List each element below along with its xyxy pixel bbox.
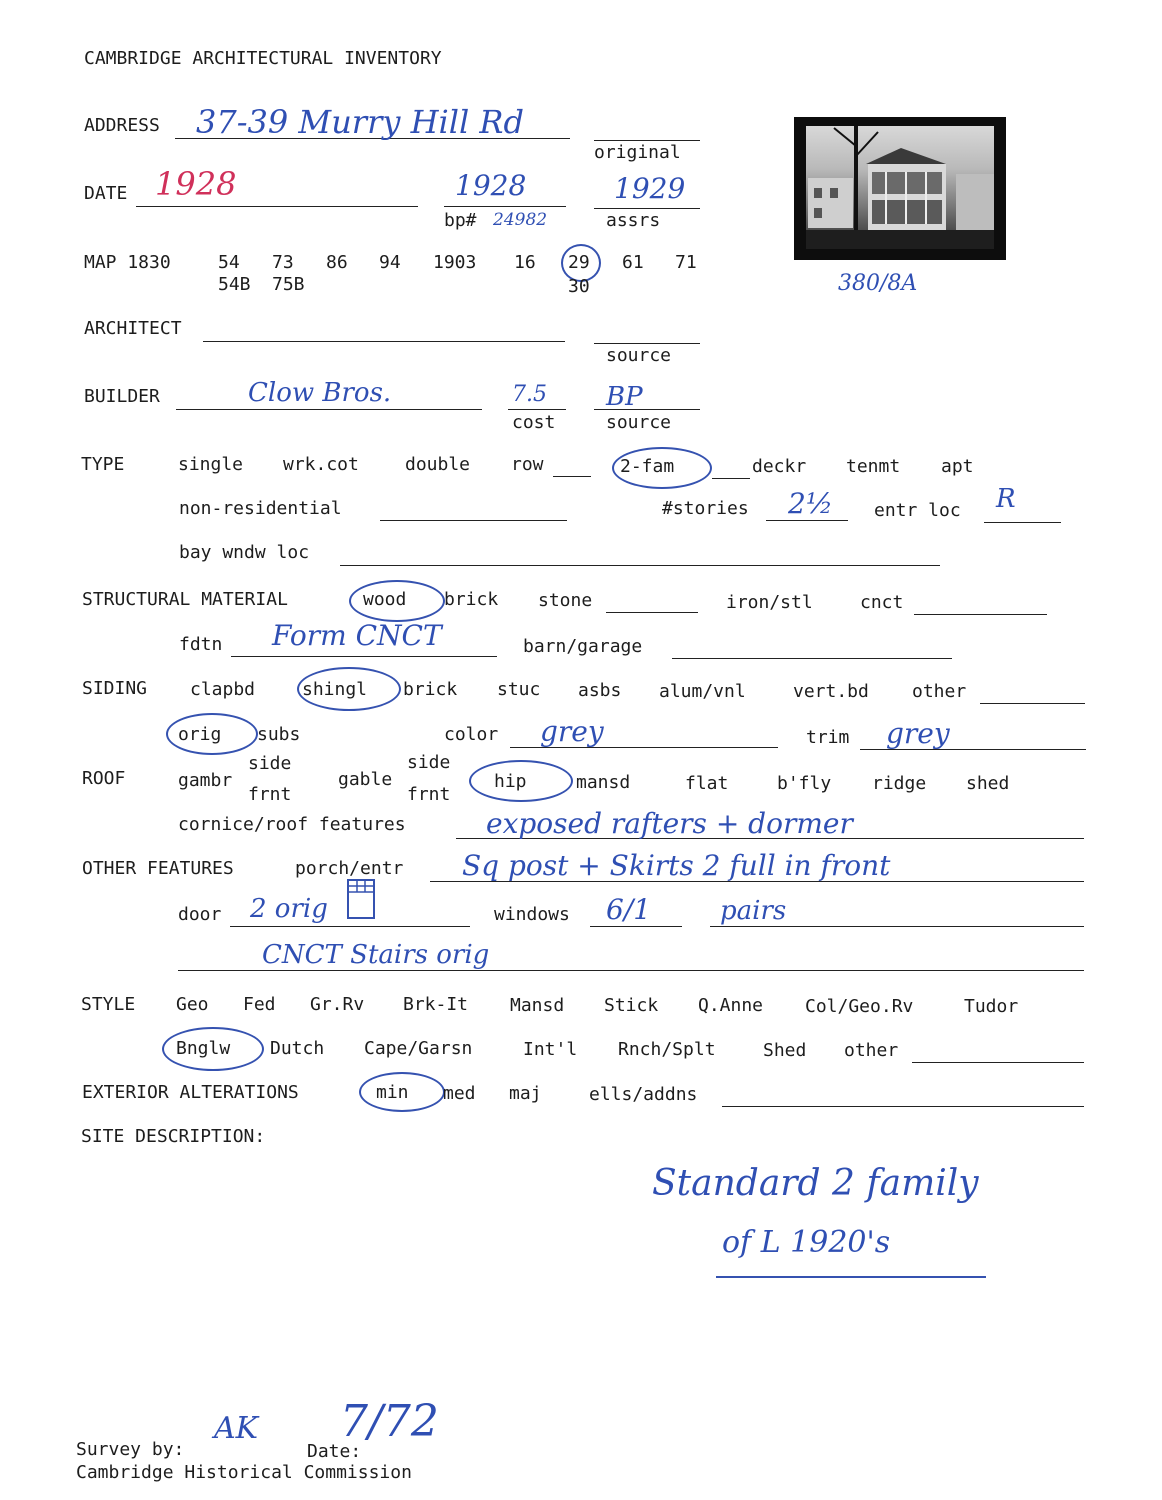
door-line (230, 926, 470, 927)
barn-garage-label: barn/garage (523, 636, 643, 657)
map-label: MAP 1830 (84, 252, 171, 273)
orig-circle (166, 713, 258, 755)
trim-label: trim (806, 727, 850, 748)
style-option: Bnglw (176, 1038, 231, 1059)
survey-date-label: Date: (307, 1441, 362, 1462)
survey-by-value: AK (214, 1411, 259, 1446)
assrs-line (594, 208, 700, 209)
trim-value: grey (886, 717, 950, 750)
roof-option: shed (966, 773, 1010, 794)
source-label: source (606, 412, 672, 433)
map-year: 16 (514, 252, 536, 273)
roof-option: gable (338, 769, 393, 790)
hip-circle (469, 760, 573, 802)
cost-label: cost (512, 412, 556, 433)
roof-label: ROOF (82, 768, 126, 789)
roof-option: flat (685, 773, 729, 794)
entr-loc-value: R (996, 484, 1016, 514)
site-line-2: of L 1920's (722, 1225, 891, 1260)
style-option: Gr.Rv (310, 994, 365, 1015)
map-year: 73 (272, 252, 294, 273)
stories-value: 2½ (788, 487, 833, 520)
address-value: 37-39 Murry Hill Rd (196, 103, 524, 141)
style-option: Int'l (523, 1039, 578, 1060)
cost-value: 7.5 (512, 382, 547, 407)
style-option: Fed (243, 994, 276, 1015)
siding-other-line (980, 703, 1085, 704)
style-option: other (844, 1040, 899, 1061)
cornice-label: cornice/roof features (178, 814, 406, 835)
2-fam-circle (612, 447, 712, 489)
exterior-alterations-label: EXTERIOR ALTERATIONS (82, 1082, 299, 1103)
builder-value: Clow Bros. (248, 378, 392, 408)
style-option: Col/Geo.Rv (805, 996, 914, 1017)
type-option: row (511, 454, 544, 475)
date-original-value: 1928 (455, 169, 527, 202)
roof-option: side (248, 753, 292, 774)
assrs-value: 1929 (614, 172, 686, 205)
style-option: Rnch/Splt (618, 1039, 716, 1060)
structural-material-label: STRUCTURAL MATERIAL (82, 589, 288, 610)
color-value: grey (540, 715, 604, 748)
roof-option: hip (494, 771, 527, 792)
bp-label: bp# (444, 210, 477, 231)
builder-line (176, 409, 482, 410)
siding-option: shingl (302, 679, 368, 700)
door-value: 2 orig (250, 894, 328, 924)
roof-option: mansd (576, 772, 631, 793)
wood-circle (349, 580, 445, 622)
type-option: double (405, 454, 471, 475)
date-original-line (444, 206, 566, 207)
alt-option: med (443, 1083, 476, 1104)
bay-wndw-loc-label: bay wndw loc (179, 542, 310, 563)
cnct-line (914, 614, 1047, 615)
roof-option: frnt (407, 784, 451, 805)
architect-line (203, 341, 565, 342)
survey-date-value: 7/72 (340, 1396, 439, 1447)
door-label: door (178, 904, 222, 925)
siding-option: other (912, 681, 967, 702)
alt-option: ells/addns (589, 1084, 698, 1105)
house-photo-icon (794, 117, 1006, 260)
style-label: STYLE (81, 994, 136, 1015)
map-year: 86 (326, 252, 348, 273)
cornice-value: exposed rafters + dormer (486, 807, 853, 840)
date-value: 1928 (155, 165, 237, 203)
map-year: 30 (568, 276, 590, 297)
windows-note: pairs (720, 896, 787, 926)
bnglw-circle (162, 1027, 264, 1071)
site-description-label: SITE DESCRIPTION: (81, 1126, 266, 1147)
map-year: 29 (568, 252, 590, 273)
bp-number: 24982 (493, 210, 548, 230)
type-option: single (178, 454, 244, 475)
siding-option: alum/vnl (659, 681, 746, 702)
type-label: TYPE (81, 454, 125, 475)
siding-option: clapbd (190, 679, 256, 700)
address-label: ADDRESS (84, 115, 160, 136)
type-option: tenmt (846, 456, 901, 477)
date-line (136, 206, 418, 207)
style-option: Q.Anne (698, 995, 764, 1016)
subs-label: subs (257, 724, 301, 745)
map-year: 54B (218, 274, 251, 295)
shingl-circle (297, 667, 401, 711)
roof-option: b'fly (777, 773, 832, 794)
assrs-label: assrs (606, 210, 661, 231)
map-year: 61 (622, 252, 644, 273)
original-line (594, 140, 700, 141)
site-line-1: Standard 2 family (652, 1163, 979, 1204)
fdtn-value: Form CNCT (272, 619, 442, 652)
builder-label: BUILDER (84, 386, 160, 407)
date-label: DATE (84, 183, 128, 204)
alt-option: min (376, 1082, 409, 1103)
row-line (553, 476, 591, 477)
stone-line (606, 612, 698, 613)
struct-option: wood (363, 589, 407, 610)
non-residential-line (380, 520, 567, 521)
type-option: apt (941, 456, 974, 477)
struct-option: brick (444, 589, 499, 610)
form-title: CAMBRIDGE ARCHITECTURAL INVENTORY (84, 48, 442, 69)
map-year: 71 (675, 252, 697, 273)
type-option: wrk.cot (283, 454, 359, 475)
map-year: 75B (272, 274, 305, 295)
color-label: color (444, 724, 499, 745)
fdtn-label: fdtn (179, 634, 223, 655)
photo-ref: 380/8A (838, 271, 918, 296)
map-year: 54 (218, 252, 240, 273)
architect-label: ARCHITECT (84, 318, 182, 339)
source-label: source (606, 345, 672, 366)
site-underline (716, 1276, 986, 1278)
style-option: Brk-It (403, 994, 469, 1015)
windows-value: 6/1 (606, 893, 652, 926)
style-option: Shed (763, 1040, 807, 1061)
original-label: original (594, 142, 681, 163)
style-option: Dutch (270, 1038, 325, 1059)
porch-value: Sq post + Skirts 2 full in front (462, 849, 891, 882)
siding-option: brick (403, 679, 458, 700)
stories-label: #stories (662, 498, 749, 519)
roof-option: gambr (178, 770, 233, 791)
footer-commission: Cambridge Historical Commission (76, 1462, 412, 1483)
cost-line (508, 409, 566, 410)
survey-by-label: Survey by: (76, 1439, 185, 1460)
style-option: Cape/Garsn (364, 1038, 473, 1059)
roof-option: frnt (248, 784, 292, 805)
entr-loc-line (984, 522, 1061, 523)
siding-option: vert.bd (793, 681, 869, 702)
min-circle (359, 1072, 445, 1112)
windows-note-line (710, 926, 1084, 927)
extra-note: CNCT Stairs orig (262, 940, 490, 970)
struct-option: stone (538, 590, 593, 611)
extra-note-line (178, 970, 1084, 971)
style-option: Geo (176, 994, 209, 1015)
orig-label: orig (178, 724, 222, 745)
style-other-line (912, 1062, 1084, 1063)
entr-loc-label: entr loc (874, 500, 961, 521)
siding-label: SIDING (82, 678, 148, 699)
type-option: deckr (752, 456, 807, 477)
roof-option: side (407, 752, 451, 773)
roof-option: ridge (872, 773, 927, 794)
style-option: Stick (604, 995, 659, 1016)
windows-label: windows (494, 904, 570, 925)
door-sketch-icon (344, 876, 378, 922)
map-year: 1903 (433, 252, 477, 273)
non-residential-label: non-residential (179, 498, 342, 519)
struct-option: iron/stl (726, 592, 813, 613)
struct-option: cnct (860, 592, 904, 613)
siding-option: stuc (497, 679, 541, 700)
alt-option: maj (509, 1083, 542, 1104)
ells-addns-line (722, 1106, 1084, 1107)
type-option: 2-fam (620, 456, 675, 477)
deckr-line (712, 478, 750, 479)
bay-wndw-loc-line (340, 565, 940, 566)
fdtn-line (231, 656, 497, 657)
architect-source-line (594, 343, 700, 344)
barn-garage-line (672, 658, 952, 659)
windows-line (590, 926, 682, 927)
map-year: 94 (379, 252, 401, 273)
other-features-label: OTHER FEATURES (82, 858, 234, 879)
stories-line (766, 520, 848, 521)
siding-option: asbs (578, 680, 622, 701)
builder-source-value: BP (606, 382, 643, 412)
porch-entr-label: porch/entr (295, 858, 404, 879)
style-option: Mansd (510, 995, 565, 1016)
style-option: Tudor (964, 996, 1019, 1017)
